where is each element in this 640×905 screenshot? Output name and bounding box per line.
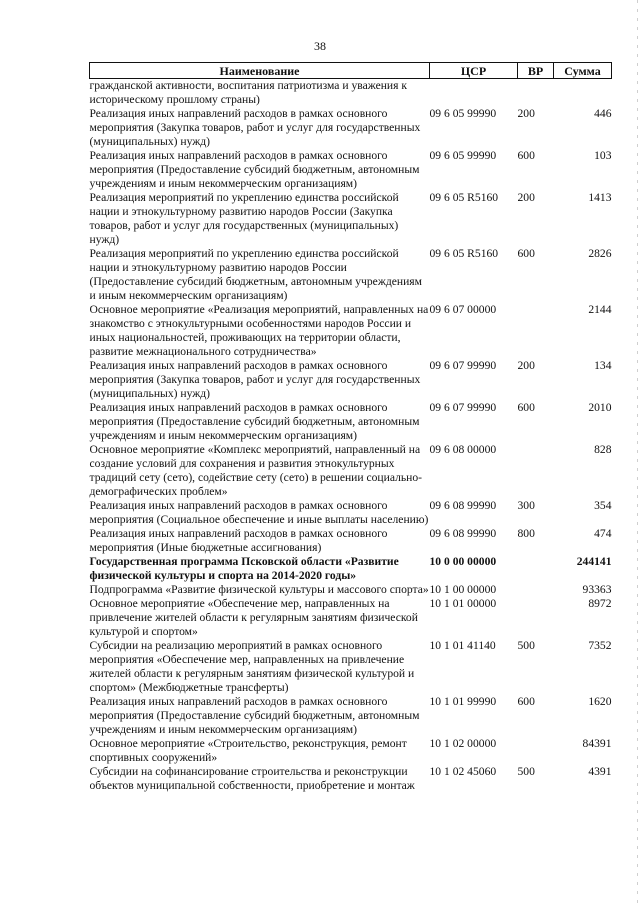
row-sum-cell: 4391 (588, 765, 612, 778)
row-vr-cell: 600 (517, 149, 535, 162)
table-row (90, 247, 612, 303)
row-sum-cell: 93363 (582, 583, 612, 596)
row-name-cell: Реализация иных направлений расходов в рамках основного мероприятия (Предоставление субсидий бюджетным, автономным учреждениям и иным некоммерческим организациям) (89, 149, 420, 190)
row-sum-cell: 134 (594, 359, 612, 372)
row-name-cell: Субсидии на реализацию мероприятий в рамках основного мероприятия «Обеспечение мер, направленных на привлечение жителей области к регулярным занятиям физической культурой и спортом» (Межбюджетные трансферты) (89, 639, 415, 694)
row-csr-cell: 09 6 05 R5160 (429, 247, 499, 260)
row-csr-cell: 10 1 02 00000 (429, 737, 497, 750)
row-name-cell: Реализация мероприятий по укреплению единства российской нации и этнокультурному развитию народов России (Предоставление субсидий бюджетным, автономным учреждениям и иным некоммерческим организациям) (89, 247, 422, 302)
row-csr-cell: 10 1 01 99990 (429, 695, 497, 708)
row-name-cell: Реализация иных направлений расходов в рамках основного мероприятия (Предоставление субсидий бюджетным, автономным учреждениям и иным некоммерческим организациям) (89, 401, 420, 442)
row-name-cell: Основное мероприятие «Обеспечение мер, направленных на привлечение жителей области к регулярным занятиям физической культурой и спортом» (89, 597, 418, 638)
row-sum-cell: 244141 (576, 555, 612, 568)
row-name-cell: Реализация иных направлений расходов в рамках основного мероприятия (Закупка товаров, работ и услуг для государственных (муниципальных) нужд) (89, 359, 421, 400)
row-csr-cell: 09 6 05 R5160 (429, 191, 499, 204)
row-sum-cell: 2826 (588, 247, 612, 260)
table-row (90, 359, 612, 401)
row-sum-cell: 446 (594, 107, 612, 120)
row-vr-cell: 600 (517, 401, 535, 414)
table-row (90, 695, 612, 737)
row-name-cell: Реализация мероприятий по укреплению единства российской нации и этнокультурному развитию народов России (Закупка товаров, работ и услуг для государственных (муниципальных) нужд) (89, 191, 399, 246)
table-row (90, 191, 612, 247)
row-vr-cell (518, 583, 554, 597)
header-csr: ЦСР (430, 63, 518, 79)
row-sum-cell (554, 79, 612, 108)
table-row (90, 527, 612, 555)
row-name-cell: гражданской активности, воспитания патриотизма и уважения к историческому прошлому страны) (89, 79, 407, 106)
row-csr-cell: 10 1 01 41140 (429, 639, 496, 652)
row-csr-cell: 09 6 08 99990 (429, 527, 497, 540)
scan-edge-marks (637, 0, 638, 905)
row-vr-cell: 200 (517, 191, 535, 204)
row-name-cell: Реализация иных направлений расходов в рамках основного мероприятия (Иные бюджетные ассигнования) (89, 527, 388, 554)
row-vr-cell (518, 443, 554, 499)
table-row (90, 79, 612, 108)
row-csr-cell: 09 6 08 00000 (429, 443, 497, 456)
row-csr-cell: 10 1 02 45060 (429, 765, 497, 778)
row-name-cell: Субсидии на софинансирование строительства и реконструкции объектов муниципальной собственности, приобретение и монтаж (89, 765, 415, 792)
table-row (90, 583, 612, 597)
row-vr-cell: 600 (517, 695, 535, 708)
row-csr-cell: 10 1 01 00000 (429, 597, 497, 610)
header-sum: Сумма (554, 63, 612, 79)
table-row (90, 765, 612, 793)
row-vr-cell: 500 (517, 639, 535, 652)
row-name-cell: Реализация иных направлений расходов в рамках основного мероприятия (Социальное обеспечение и иные выплаты населению) (89, 499, 429, 526)
row-vr-cell (518, 597, 554, 639)
table-row (90, 149, 612, 191)
row-sum-cell: 84391 (582, 737, 612, 750)
row-name-cell: Основное мероприятие «Реализация мероприятий, направленных на знакомство с этнокультурными особенностями народов России и иных национальностей, проживающих на территории области, развитие межнационального сотрудничества» (89, 303, 429, 358)
table-row (90, 499, 612, 527)
row-csr-cell: 09 6 07 99990 (429, 401, 497, 414)
row-name-cell: Подпрограмма «Развитие физической культуры и массового спорта» (89, 583, 429, 596)
row-sum-cell: 1413 (588, 191, 612, 204)
row-sum-cell: 8972 (588, 597, 612, 610)
row-csr-cell: 10 0 00 00000 (429, 555, 497, 568)
row-vr-cell: 300 (517, 499, 535, 512)
row-csr-cell: 09 6 05 99990 (429, 107, 497, 120)
table-row (90, 737, 612, 765)
table-row (90, 597, 612, 639)
row-vr-cell (518, 303, 554, 359)
table-row (90, 555, 612, 583)
row-vr-cell: 600 (517, 247, 535, 260)
row-vr-cell (518, 79, 554, 108)
row-sum-cell: 2010 (588, 401, 612, 414)
row-csr-cell: 10 1 00 00000 (429, 583, 497, 596)
row-vr-cell: 200 (517, 359, 535, 372)
row-vr-cell: 500 (517, 765, 535, 778)
page-number: 38 (314, 39, 326, 53)
row-vr-cell: 800 (517, 527, 535, 540)
row-vr-cell (518, 737, 554, 765)
row-sum-cell: 828 (594, 443, 612, 456)
row-vr-cell: 200 (517, 107, 535, 120)
row-csr-cell: 09 6 07 00000 (429, 303, 497, 316)
budget-table (89, 62, 612, 793)
row-name-cell: Реализация иных направлений расходов в рамках основного мероприятия (Предоставление субсидий бюджетным, автономным учреждениям и иным некоммерческим организациям) (89, 695, 420, 736)
row-sum-cell: 474 (594, 527, 612, 540)
row-vr-cell (518, 555, 554, 583)
row-sum-cell: 1620 (588, 695, 612, 708)
row-name-cell: Основное мероприятие «Строительство, реконструкция, ремонт спортивных сооружений» (89, 737, 407, 764)
table-row (90, 401, 612, 443)
row-sum-cell: 103 (594, 149, 612, 162)
header-name: Наименование (90, 63, 430, 79)
row-name-cell: Основное мероприятие «Комплекс мероприятий, направленный на создание условий для сохранения и развития этнокультурных традиций сету (сето), содействие сету (сето) в решении социально-демографических проблем» (89, 443, 423, 498)
row-csr-cell: 09 6 05 99990 (429, 149, 497, 162)
row-name-cell: Реализация иных направлений расходов в рамках основного мероприятия (Закупка товаров, работ и услуг для государственных (муниципальных) нужд) (89, 107, 421, 148)
row-csr-cell: 09 6 08 99990 (429, 499, 497, 512)
row-sum-cell: 7352 (588, 639, 612, 652)
table-row (90, 443, 612, 499)
table-row (90, 639, 612, 695)
header-vr: ВР (518, 63, 554, 79)
row-name-cell: Государственная программа Псковской области «Развитие физической культуры и спорта на 2014-2020 годы» (89, 555, 399, 582)
row-sum-cell: 2144 (588, 303, 612, 316)
row-csr-cell (430, 79, 518, 108)
table-header-row (90, 63, 612, 79)
table-row (90, 107, 612, 149)
row-csr-cell: 09 6 07 99990 (429, 359, 497, 372)
row-sum-cell: 354 (594, 499, 612, 512)
table-row (90, 303, 612, 359)
